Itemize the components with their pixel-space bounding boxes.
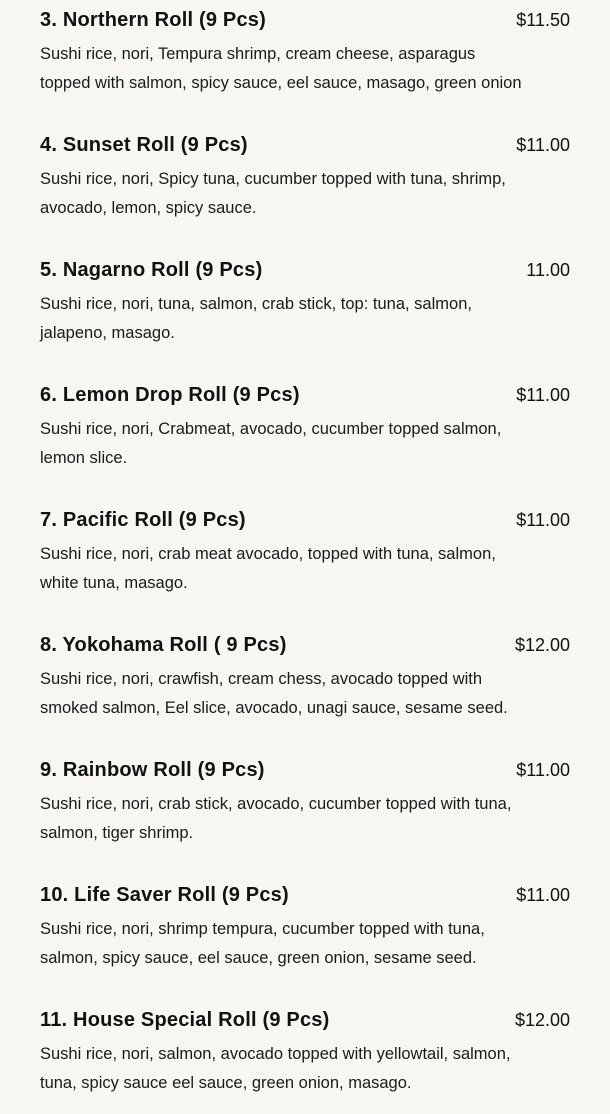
menu-item bbox=[40, 379, 570, 489]
menu-item bbox=[40, 1004, 570, 1114]
item-description: Sushi rice, nori, Spicy tuna, cucumber topped with tuna, shrimp, avocado, lemon, spicy sauce. bbox=[40, 170, 506, 217]
item-name: 11. House Special Roll (9 Pcs) bbox=[40, 1009, 330, 1031]
item-description: Sushi rice, nori, salmon, avocado topped with yellowtail, salmon, tuna, spicy sauce eel sauce, green onion, masago. bbox=[40, 1045, 511, 1092]
item-name: 9. Rainbow Roll (9 Pcs) bbox=[40, 759, 265, 781]
item-name: 5. Nagarno Roll (9 Pcs) bbox=[40, 259, 263, 281]
menu-item bbox=[40, 254, 570, 364]
item-description: Sushi rice, nori, tuna, salmon, crab stick, top: tuna, salmon, jalapeno, masago. bbox=[40, 295, 472, 342]
item-description: Sushi rice, nori, crawfish, cream chess, avocado topped with smoked salmon, Eel slice, avocado, unagi sauce, sesame seed. bbox=[40, 670, 508, 717]
menu-item bbox=[40, 129, 570, 239]
item-name: 8. Yokohama Roll ( 9 Pcs) bbox=[40, 634, 287, 656]
item-price: $11.00 bbox=[516, 760, 570, 780]
item-description: Sushi rice, nori, crab stick, avocado, cucumber topped with tuna, salmon, tiger shrimp. bbox=[40, 795, 512, 842]
item-name: 7. Pacific Roll (9 Pcs) bbox=[40, 509, 246, 531]
item-price: $11.50 bbox=[516, 10, 570, 30]
menu-item bbox=[40, 504, 570, 614]
item-name: 3. Northern Roll (9 Pcs) bbox=[40, 9, 266, 31]
item-price: $11.00 bbox=[516, 510, 570, 530]
item-description: Sushi rice, nori, Crabmeat, avocado, cucumber topped salmon, lemon slice. bbox=[40, 420, 502, 467]
item-price: $11.00 bbox=[516, 135, 570, 155]
item-description: Sushi rice, nori, Tempura shrimp, cream cheese, asparagus topped with salmon, spicy sauce, eel sauce, masago, green onion bbox=[40, 45, 522, 92]
item-description: Sushi rice, nori, shrimp tempura, cucumber topped with tuna, salmon, spicy sauce, eel sauce, green onion, sesame seed. bbox=[40, 920, 485, 967]
item-price: $11.00 bbox=[516, 385, 570, 405]
menu-item bbox=[40, 629, 570, 739]
item-price: $11.00 bbox=[516, 885, 570, 905]
menu-item bbox=[40, 754, 570, 864]
item-name: 10. Life Saver Roll (9 Pcs) bbox=[40, 884, 289, 906]
item-name: 6. Lemon Drop Roll (9 Pcs) bbox=[40, 384, 300, 406]
menu-item bbox=[40, 4, 570, 114]
item-name: 4. Sunset Roll (9 Pcs) bbox=[40, 134, 248, 156]
item-description: Sushi rice, nori, crab meat avocado, topped with tuna, salmon, white tuna, masago. bbox=[40, 545, 496, 592]
menu-item bbox=[40, 879, 570, 989]
item-price: 11.00 bbox=[526, 260, 570, 280]
item-price: $12.00 bbox=[514, 1010, 570, 1030]
item-price: $12.00 bbox=[514, 635, 570, 655]
